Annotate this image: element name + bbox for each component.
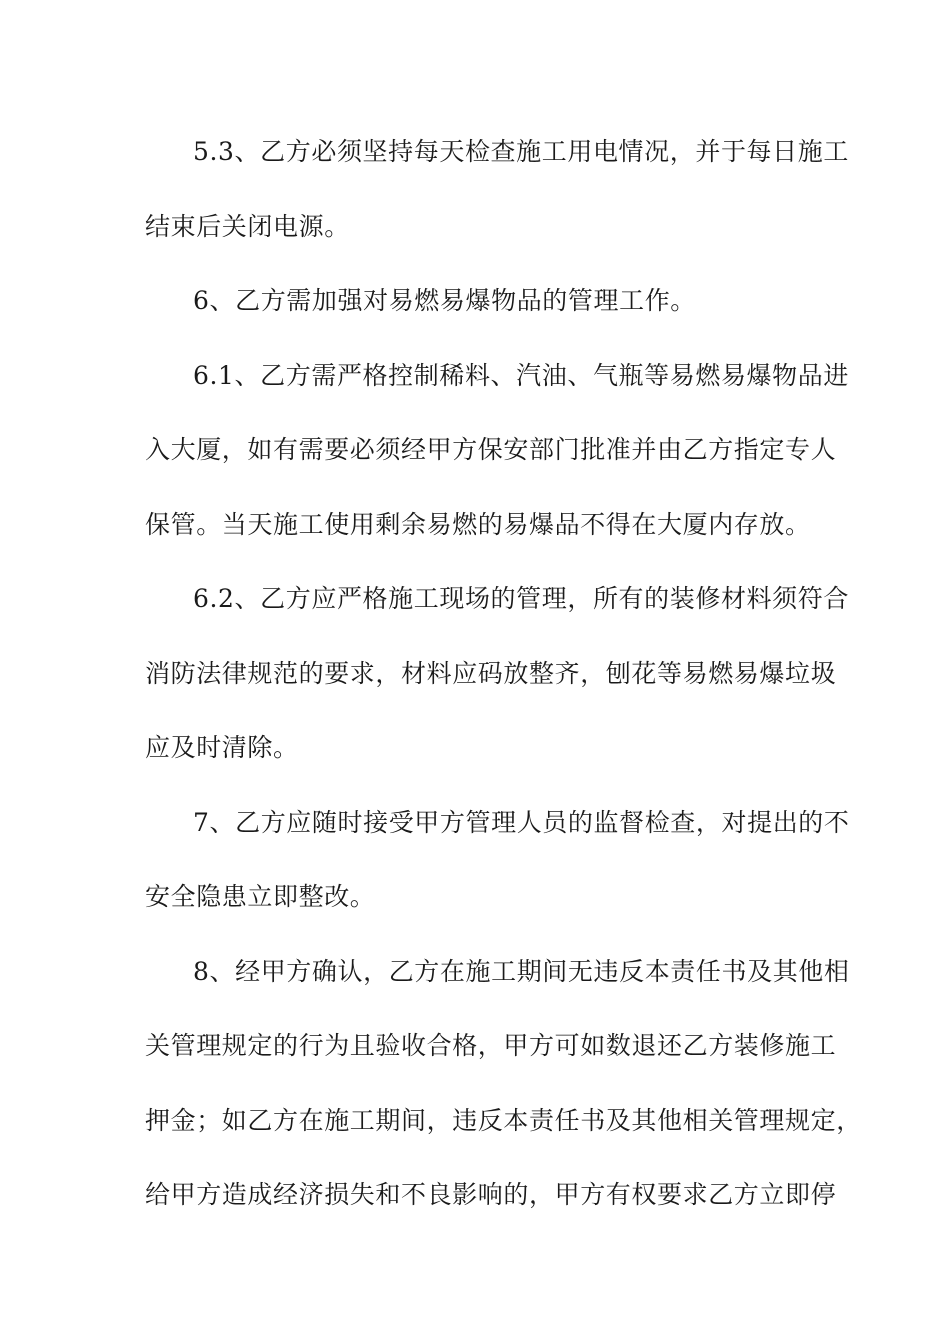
text-line: 消防法律规范的要求，材料应码放整齐，刨花等易燃易爆垃圾 — [145, 659, 837, 688]
text-line: 7、乙方应随时接受甲方管理人员的监督检查，对提出的不 — [193, 808, 850, 837]
text-line: 押金；如乙方在施工期间，违反本责任书及其他相关管理规定， — [145, 1106, 862, 1135]
text-line: 安全隐患立即整改。 — [145, 882, 376, 911]
text-line: 6、乙方需加强对易燃易爆物品的管理工作。 — [193, 286, 696, 315]
text-line: 6.1、乙方需严格控制稀料、汽油、气瓶等易燃易爆物品进 — [193, 361, 849, 390]
text-line: 保管。当天施工使用剩余易燃的易爆品不得在大厦内存放。 — [145, 510, 811, 539]
text-line: 应及时清除。 — [145, 733, 299, 762]
text-line: 8、经甲方确认，乙方在施工期间无违反本责任书及其他相 — [193, 957, 850, 986]
text-line: 给甲方造成经济损失和不良影响的，甲方有权要求乙方立即停 — [145, 1180, 837, 1209]
text-line: 6.2、乙方应严格施工现场的管理，所有的装修材料须符合 — [193, 584, 849, 613]
text-line: 结束后关闭电源。 — [145, 212, 350, 241]
text-line: 5.3、乙方必须坚持每天检查施工用电情况，并于每日施工 — [193, 137, 849, 166]
text-line: 关管理规定的行为且验收合格，甲方可如数退还乙方装修施工 — [145, 1031, 837, 1060]
text-line: 入大厦，如有需要必须经甲方保安部门批准并由乙方指定专人 — [145, 435, 837, 464]
